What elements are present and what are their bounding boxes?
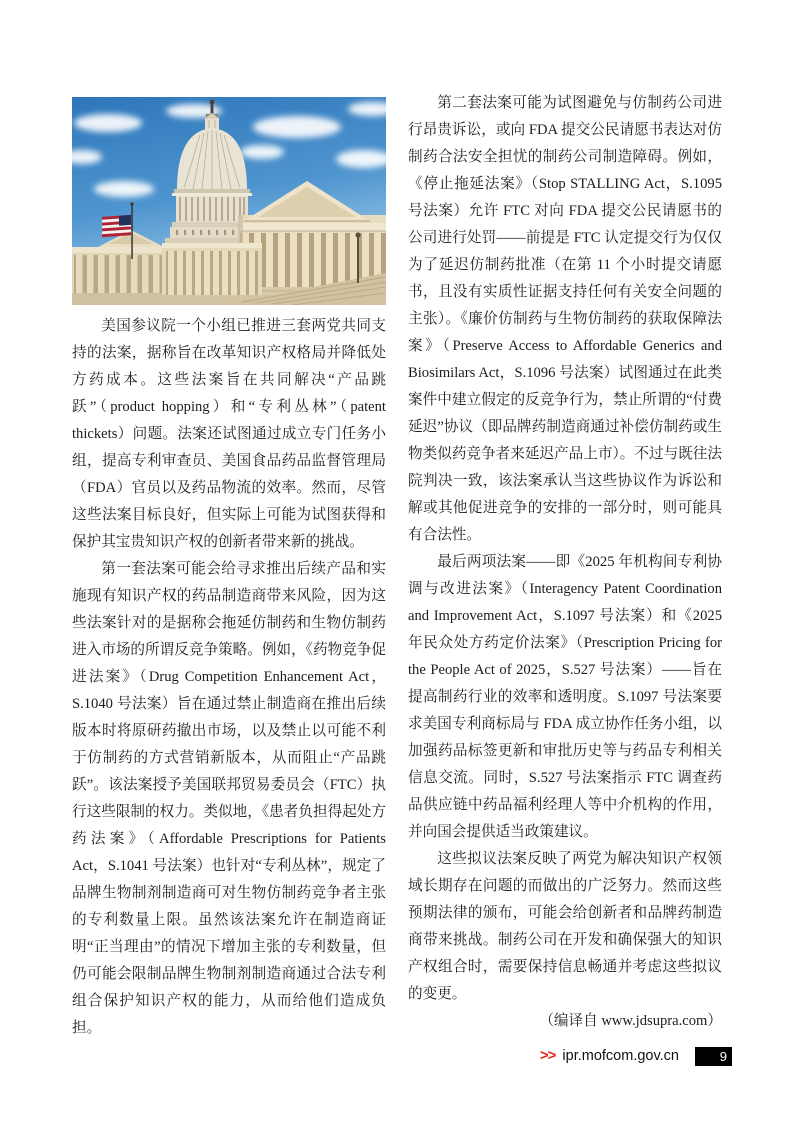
page-number-badge: 9 (695, 1047, 732, 1066)
us-capitol-building-photo (72, 97, 386, 305)
capitol-illustration (72, 97, 386, 305)
paragraph: 第二套法案可能为试图避免与仿制药公司进行昂贵诉讼，或向 FDA 提交公民请愿书表达对仿制药合法安全担忧的制药公司制造障碍。例如，《停止拖延法案》（Stop STALLING Act，S.1095 号法案）允许 FTC 对向 FDA 提交公民请愿书的公司进行处罚——前提是 FTC 认定提交行为仅仅为了延迟仿制药批准（在第 11 个小时提交请愿书，且没有实质性证据支持任何有关安全问题的主张）。《廉价仿制药与生物仿制药的获取保障法案》（Preserve Access to Affordable Generics and Biosimilars Act，S.1096 号法案）试图通过在此类案件中建立假定的反竞争行为，禁止所谓的“付费延迟”协议（即品牌药制造商通过补偿仿制药或生物类似药竞争者来延迟产品上市）。不过与既往法院判决一致，该法案承认当这些协议作为诉讼和解或其他促进竞争的安排的一部分时，则可能具有合法性。 (408, 95, 722, 543)
attribution-line: （编译自 www.jdsupra.com） (539, 1013, 722, 1029)
page-footer (540, 1046, 732, 1066)
site-url: ipr.mofcom.gov.cn (562, 1048, 679, 1064)
double-chevron-icon: >> (539, 1047, 556, 1064)
paragraph: 第一套法案可能会给寻求推出后续产品和实施现有知识产权的药品制造商带来风险，因为这些法案针对的是据称会拖延仿制药和生物仿制药进入市场的所谓反竞争策略。例如，《药物竞争促进法案》（Drug Competition Enhancement Act，S.1040 号法案）旨在通过禁止制造商在推出后续版本时将原研药撤出市场，以及禁止以可能不利于仿制药的方式营销新版本，从而阻止“产品跳跃”。该法案授予美国联邦贸易委员会（FTC）执行这些限制的权力。类似地，《患者负担得起处方药法案》（Affordable Prescriptions for Patients Act，S.1041 号法案）也针对“专利丛林”，规定了品牌生物制剂制造商可对生物仿制药竞争者主张的专利数量上限。虽然该法案允许在制造商证明“正当理由”的情况下增加主张的专利数量，但仍可能会限制品牌生物制剂制造商通过合法专利组合保护知识产权的能力，从而给他们造成负担。 (72, 561, 386, 1036)
paragraph: 美国参议院一个小组已推进三套两党共同支持的法案，据称旨在改革知识产权格局并降低处方药成本。这些法案旨在共同解决“产品跳跃”（product hopping）和“专利丛林”（patent thickets）问题。法案还试图通过成立专门任务小组，提高专利审查员、美国食品药品监督管理局（FDA）官员以及药品物流的效率。然而，尽管这些法案目标良好，但实际上可能为试图获得和保护其宝贵知识产权的创新者带来新的挑战。 (72, 318, 386, 550)
paragraph: 这些拟议法案反映了两党为解决知识产权领域长期存在问题的而做出的广泛努力。然而这些预期法律的颁布，可能会给创新者和品牌药制造商带来挑战。制药公司在开发和确保强大的知识产权组合时，需要保持信息畅通并考虑这些拟议的变更。 (408, 851, 722, 1002)
article-column-left (72, 97, 386, 1042)
article-column-right (408, 90, 722, 1035)
paragraph: 最后两项法案——即《2025 年机构间专利协调与改进法案》（Interagency Patent Coordination and Improvement Act，S.1097 号法案）和《2025 年民众处方药定价法案》（Prescription Pricing for the People Act of 2025，S.527 号法案）——旨在提高制药行业的效率和透明度。S.1097 号法案要求美国专利商标局与 FDA 成立协作任务小组，以加强药品标签更新和审批历史等与药品专利相关信息交流。同时，S.527 号法案指示 FTC 调查药品供应链中药品福利经理人等中介机构的作用，并向国会提供适当政策建议。 (408, 554, 722, 840)
